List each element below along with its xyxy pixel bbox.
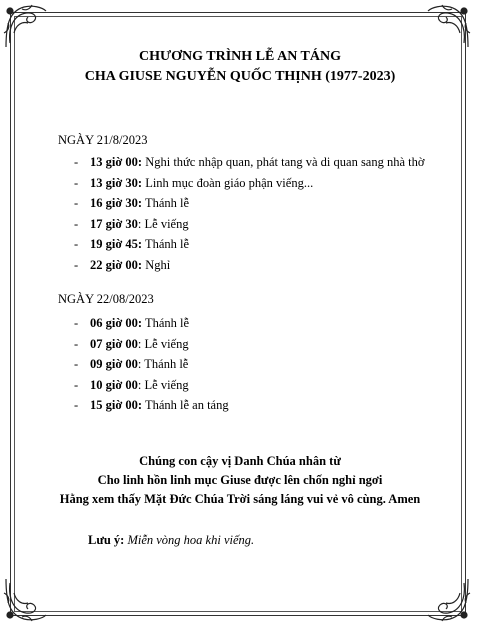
schedule-activity: : Lễ viếng — [137, 336, 189, 351]
bullet-dash: - — [74, 398, 79, 412]
flourish-corner-icon — [2, 577, 48, 623]
flourish-corner-icon — [426, 3, 472, 49]
prayer-line: Chúng con cậy vị Danh Chúa nhân từ — [139, 454, 341, 468]
schedule-time: 10 giờ 00 — [90, 377, 138, 392]
bullet-dash: - — [74, 357, 79, 371]
bullet-dash: - — [74, 175, 79, 190]
schedule-item — [74, 215, 424, 236]
schedule-item — [74, 256, 424, 277]
schedule-time: 07 giờ 00 — [90, 336, 138, 351]
bullet-dash: - — [74, 196, 79, 210]
prayer-line: Cho linh hồn linh mục Giuse được lên chốn nghỉ ngơi — [97, 473, 383, 487]
flourish-corner-icon — [426, 577, 472, 623]
document-subtitle: CHA GIUSE NGUYỄN QUỐC THỊNH (1977-2023) — [84, 69, 396, 84]
schedule-item — [74, 153, 424, 174]
schedule-item — [74, 355, 229, 376]
schedule-item — [74, 376, 229, 397]
schedule-list — [74, 314, 229, 417]
bullet-dash: - — [74, 237, 79, 251]
day-heading: NGÀY 21/8/2023 — [58, 133, 148, 147]
schedule-activity: : Lễ viếng — [137, 377, 189, 392]
schedule-item — [74, 335, 229, 356]
schedule-time: 09 giờ 00 — [90, 357, 138, 371]
bullet-dash: - — [74, 336, 79, 351]
document-title: CHƯƠNG TRÌNH LỄ AN TÁNG — [139, 49, 341, 64]
schedule-item — [74, 235, 424, 256]
prayer-line: Hằng xem thấy Mặt Đức Chúa Trời sáng láng vui vẻ vô cùng. Amen — [59, 492, 421, 506]
schedule-activity: : Lễ viếng — [137, 216, 189, 231]
schedule-list — [74, 153, 424, 276]
day-heading: NGÀY 22/08/2023 — [58, 292, 154, 306]
schedule-activity: Nghỉ — [142, 257, 171, 272]
schedule-activity: Thánh lễ — [142, 237, 190, 251]
schedule-activity: Thánh lễ an táng — [142, 398, 229, 412]
schedule-item — [74, 194, 424, 215]
schedule-time: 17 giờ 30 — [90, 216, 138, 231]
bullet-dash: - — [74, 216, 79, 231]
bullet-dash: - — [74, 155, 79, 169]
note-text: Miễn vòng hoa khi viếng. — [127, 533, 255, 547]
schedule-activity: Linh mục đoàn giáo phận viếng... — [142, 175, 314, 190]
schedule-item — [74, 396, 229, 417]
schedule-activity: : Thánh lễ — [137, 357, 189, 371]
schedule-time: 13 giờ 30: — [90, 175, 143, 190]
note — [88, 533, 254, 548]
schedule-item — [74, 314, 229, 335]
schedule-time: 19 giờ 45: — [90, 237, 143, 251]
schedule-time: 13 giờ 00: — [90, 155, 143, 169]
bullet-dash: - — [74, 257, 79, 272]
schedule-activity: Nghi thức nhập quan, phát tang và di quan sang nhà thờ — [142, 155, 425, 169]
schedule-activity: Thánh lễ — [142, 196, 190, 210]
bullet-dash: - — [74, 377, 79, 392]
bullet-dash: - — [74, 316, 79, 330]
schedule-time: 06 giờ 00: — [90, 316, 143, 330]
schedule-time: 16 giờ 30: — [90, 196, 143, 210]
schedule-item — [74, 174, 424, 195]
note-label: Lưu ý: — [88, 533, 125, 547]
schedule-time: 15 giờ 00: — [90, 398, 143, 412]
schedule-time: 22 giờ 00: — [90, 257, 143, 272]
flourish-corner-icon — [2, 3, 48, 49]
schedule-activity: Thánh lễ — [142, 316, 190, 330]
